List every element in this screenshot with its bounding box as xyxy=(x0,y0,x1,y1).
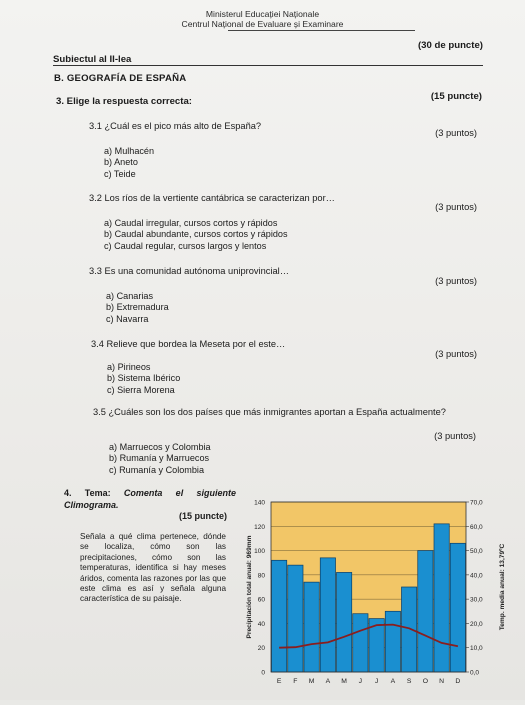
option-a: a) Caudal irregular, cursos cortos y rápidos xyxy=(104,218,278,228)
y2-tick-label: 30,0 xyxy=(470,596,483,604)
subject-points: (30 de puncte) xyxy=(417,40,483,51)
question-3-1-options xyxy=(104,146,154,180)
x-tick-label: A xyxy=(390,678,396,685)
question-3-4-options xyxy=(107,362,180,396)
precipitation-bar xyxy=(304,582,319,672)
precipitation-bar xyxy=(288,565,303,672)
option-c: c) Rumanía y Colombia xyxy=(109,464,205,475)
question-3-points: (15 puncte) xyxy=(430,91,482,102)
y-tick-label: 40 xyxy=(257,620,265,628)
option-a: a) Canarias xyxy=(106,291,154,301)
precipitation-bar xyxy=(272,560,287,672)
y2-tick-label: 10,0 xyxy=(470,645,483,653)
x-tick-label: O xyxy=(422,678,429,685)
question-4-instructions: Señala a qué clima pertenece, dónde se localiza, cómo son las precipitaciones, cómo son las temperaturas, identifica si hay meses áridos, comenta las razones por las que este clima es así y señala alguna característica de su paisaje. xyxy=(80,532,226,604)
exam-header xyxy=(0,9,525,29)
option-a: a) Mulhacén xyxy=(104,146,155,156)
y-tick-label: 60 xyxy=(257,596,265,604)
question-3-3-text: 3.3 Es una comunidad autónoma uniprovincial… xyxy=(89,266,290,276)
y2-tick-label: 20,0 xyxy=(470,620,483,628)
question-3-2-text: 3.2 Los ríos de la vertiente cantábrica se caracterizan por… xyxy=(89,193,335,203)
y2-tick-label: 40,0 xyxy=(470,572,483,580)
y2-tick-label: 50,0 xyxy=(470,548,483,556)
question-3-2-options xyxy=(104,218,288,252)
question-3-4-text: 3.4 Relieve que bordea la Meseta por el este… xyxy=(91,339,286,349)
precipitation-bar xyxy=(320,558,335,672)
y-axis-label: Precipitación total anual: 969mm xyxy=(246,535,253,639)
option-c: c) Navarra xyxy=(106,313,149,324)
precipitation-bar xyxy=(418,551,433,672)
option-a: a) Pirineos xyxy=(107,362,151,372)
precipitation-bar xyxy=(450,543,465,672)
precipitation-bar xyxy=(353,614,368,672)
section-title: B. GEOGRAFÍA DE ESPAÑA xyxy=(54,73,187,84)
option-a: a) Marruecos y Colombia xyxy=(109,442,211,452)
option-b: b) Sistema Ibérico xyxy=(107,373,181,384)
question-4-points: (15 puncte) xyxy=(179,511,228,521)
precipitation-bar xyxy=(337,572,352,672)
question-3-5-points: (3 puntos) xyxy=(434,431,476,441)
y-tick-label: 80 xyxy=(257,572,265,580)
center-name: Centrul Național de Evaluare și Examinare xyxy=(181,19,344,29)
question-4-tema-label: 4. Tema: xyxy=(64,488,111,498)
y2-tick-label: 70,0 xyxy=(470,499,483,507)
header-divider xyxy=(228,30,415,31)
x-tick-label: S xyxy=(406,678,412,685)
y-tick-label: 20 xyxy=(257,645,265,653)
x-tick-label: A xyxy=(325,678,331,685)
question-3-1-points: (3 puntos) xyxy=(435,128,477,138)
x-tick-label: D xyxy=(455,678,461,685)
question-3-2-points: (3 puntos) xyxy=(435,202,477,212)
question-3-3-points: (3 puntos) xyxy=(435,276,477,286)
question-3-4-points: (3 puntos) xyxy=(435,349,477,359)
precipitation-bar xyxy=(434,524,449,672)
question-3-5-text: 3.5 ¿Cuáles son los dos países que más inmigrantes aportan a España actualmente? xyxy=(93,407,446,417)
precipitation-bar xyxy=(385,611,400,672)
subject-label: Subiectul al II-lea xyxy=(53,54,132,65)
option-b: b) Extremadura xyxy=(106,302,169,313)
question-4-title xyxy=(64,488,236,511)
precipitation-bar xyxy=(402,587,417,672)
option-c: c) Teide xyxy=(104,168,136,179)
ministry-name: Ministerul Educației Naționale xyxy=(205,9,320,19)
question-3-title: 3. Elige la respuesta correcta: xyxy=(56,96,192,107)
climograph xyxy=(238,488,510,705)
question-3-3-options xyxy=(106,291,169,325)
y-tick-label: 140 xyxy=(254,499,265,507)
x-tick-label: J xyxy=(358,678,363,685)
y2-tick-label: 60,0 xyxy=(470,523,483,531)
y-tick-label: 100 xyxy=(254,548,265,556)
question-4-tema-text: Comenta el siguiente Climograma. xyxy=(64,488,236,510)
option-b: b) Aneto xyxy=(104,157,138,168)
x-tick-label: E xyxy=(276,678,282,685)
question-3-5-options xyxy=(109,442,211,476)
x-tick-label: J xyxy=(374,678,379,685)
option-c: c) Caudal regular, cursos largos y lentos xyxy=(104,240,267,251)
climograph-svg xyxy=(238,488,510,700)
x-tick-label: M xyxy=(308,678,315,685)
y-tick-label: 120 xyxy=(254,523,265,531)
x-tick-label: F xyxy=(293,678,298,685)
y2-axis-label: Temp. media anual: 13,79ºC xyxy=(499,543,506,631)
option-b: b) Rumanía y Marruecos xyxy=(109,453,210,464)
option-c: c) Sierra Morena xyxy=(107,384,175,395)
option-b: b) Caudal abundante, cursos cortos y rápidos xyxy=(104,229,288,240)
x-tick-label: M xyxy=(341,678,347,685)
y2-tick-label: 0,0 xyxy=(470,669,480,677)
question-4 xyxy=(64,488,236,604)
subject-divider xyxy=(53,65,483,66)
question-3-1-text: 3.1 ¿Cuál es el pico más alto de España? xyxy=(89,121,262,131)
x-tick-label: N xyxy=(439,678,445,685)
y-tick-label: 0 xyxy=(261,669,265,677)
